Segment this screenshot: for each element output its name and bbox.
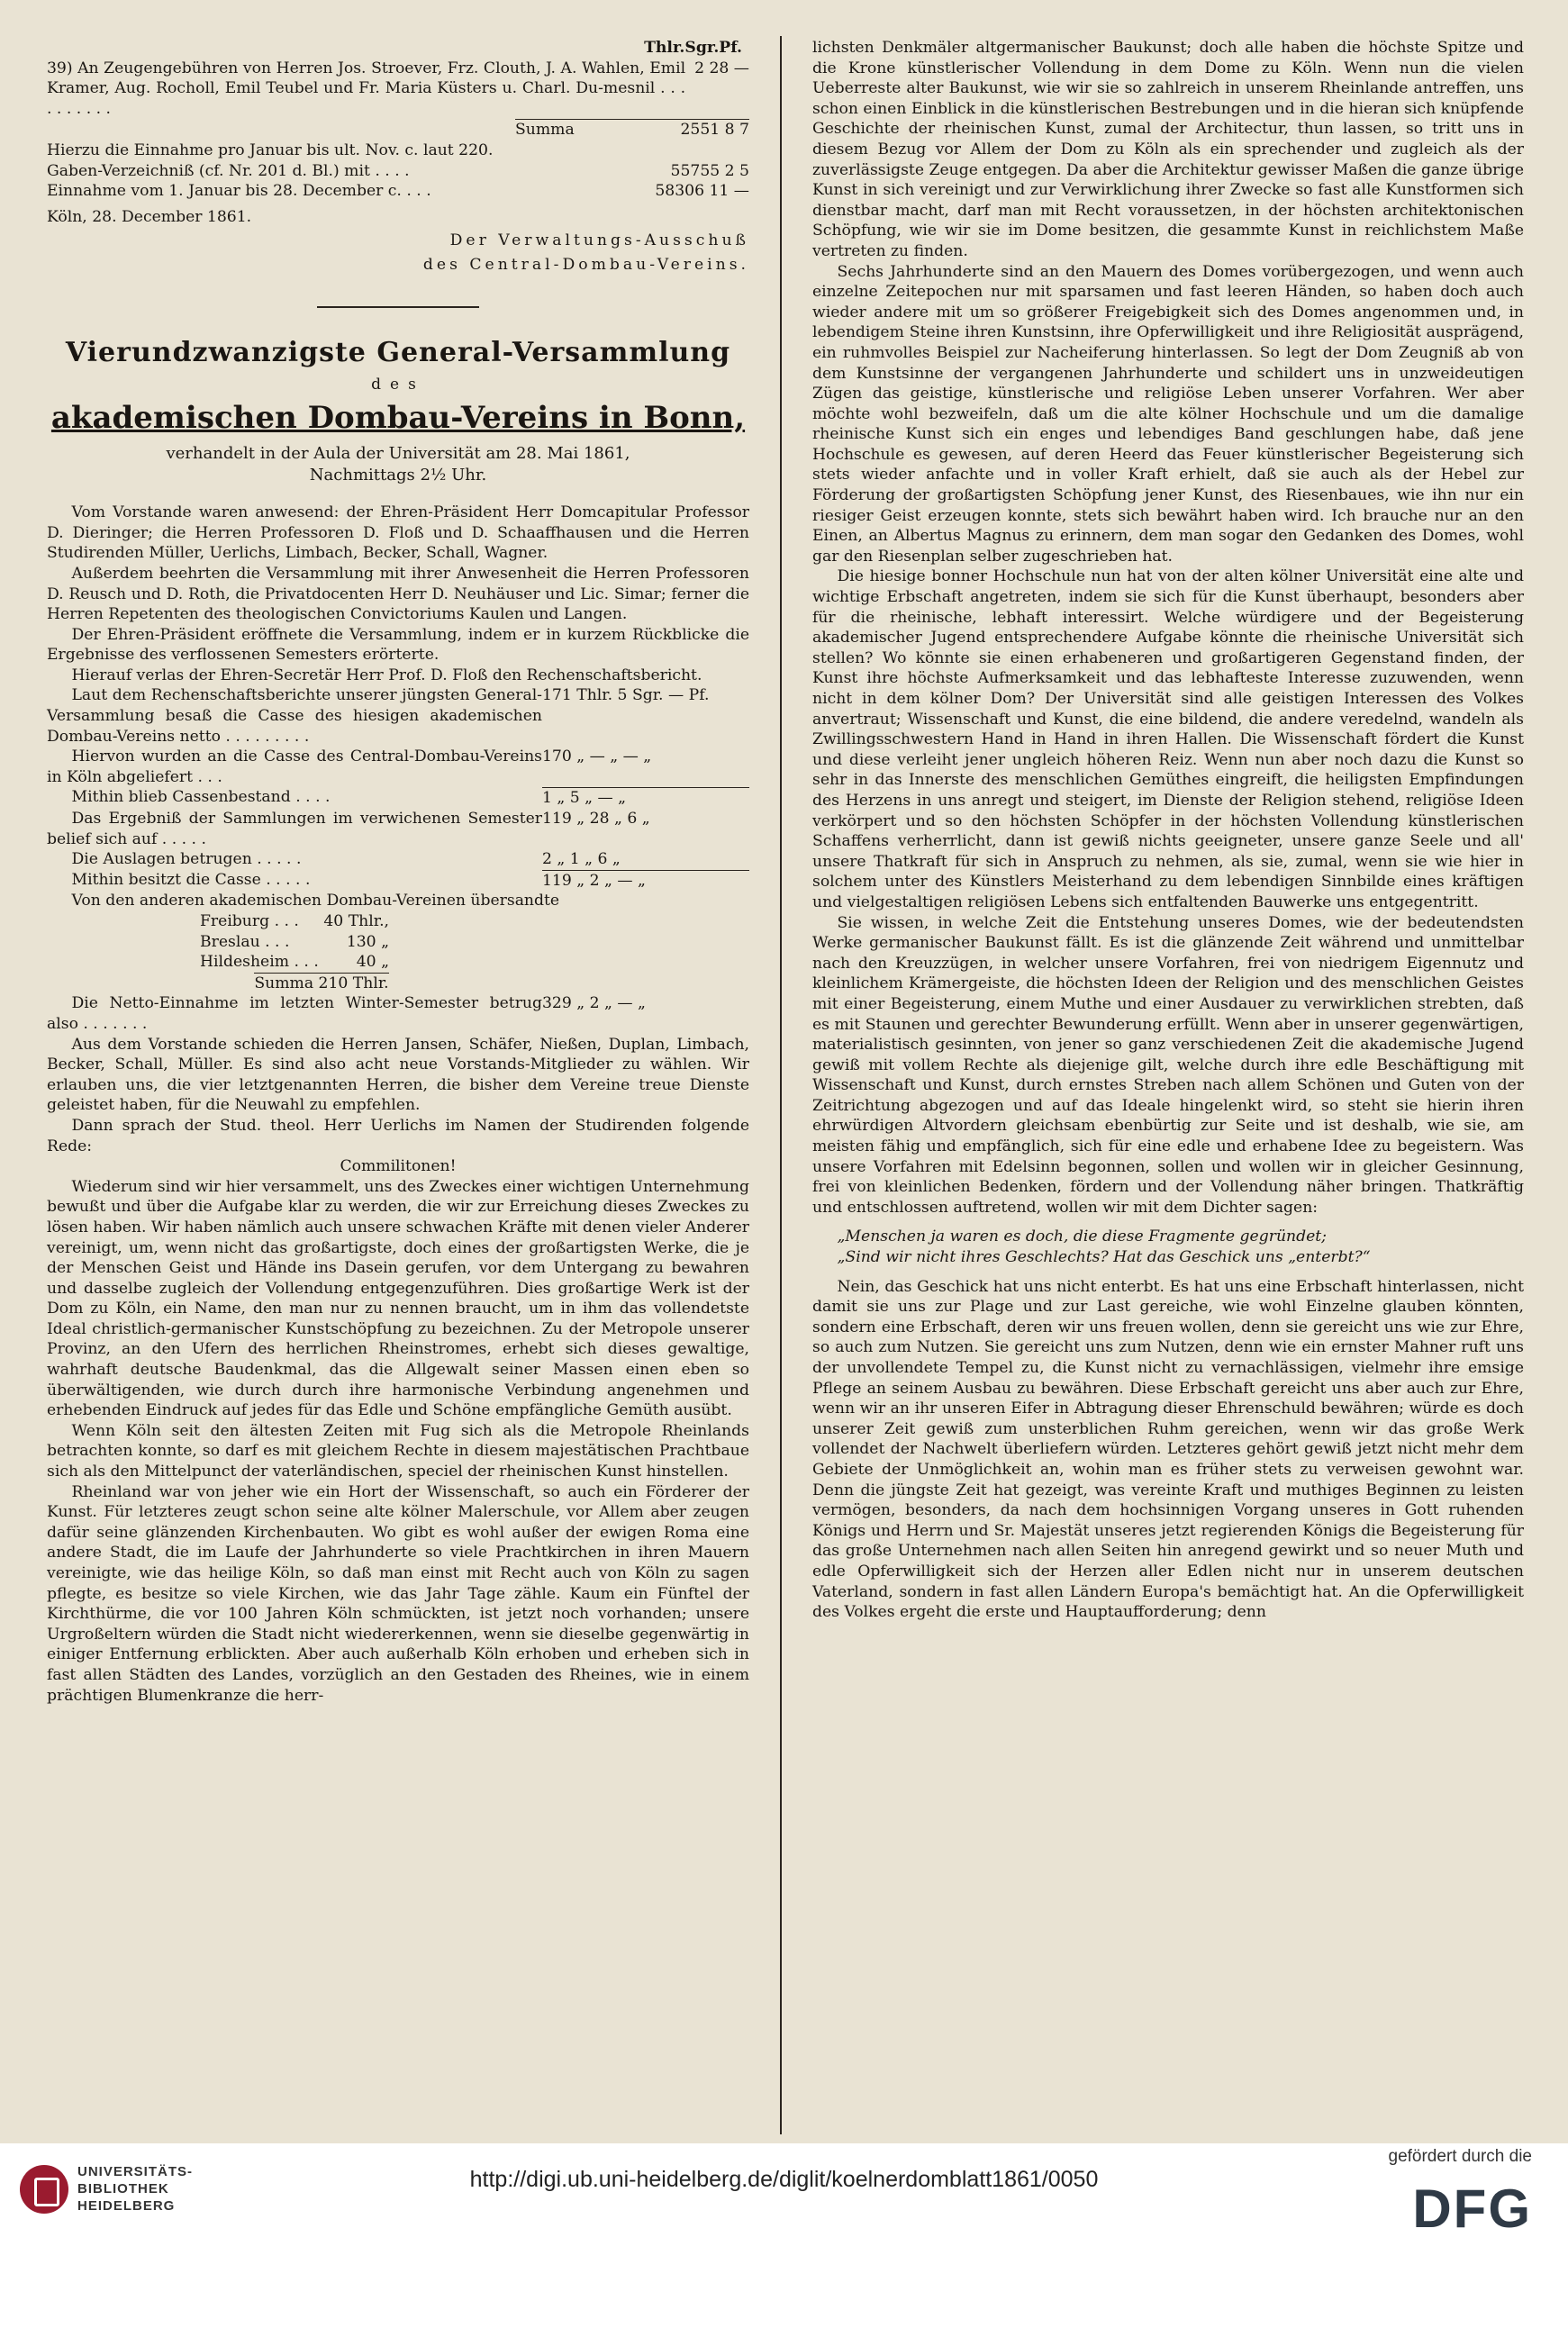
gaben-row bbox=[47, 161, 749, 182]
contribution-name: Freiburg . . . bbox=[200, 912, 299, 930]
einnahme-text: Einnahme vom 1. Januar bis 28. December c. . . . bbox=[47, 182, 431, 201]
paragraph: Nein, das Geschick hat uns nicht enterbt. Es hat uns eine Erbschaft hinterlassen, nicht damit sie uns zur Plage und zur Last gereiche, wie wohl Einzelne glauben könnten, sondern eine Erbschaft, deren wir uns freuen wollen, denn sie gereicht uns wie zur Ehre, so auch zum Nutzen. Sie gereicht uns zum Nutzen, denn wie ein ernster Mahner ruft uns der unvollendete Tempel zu, die Kunst nicht zu vernachlässigen, vielmehr ihre emsige Pflege an seinem Ausbau zu bewähren. Diese Erbschaft gereicht uns aber auch zur Ehre, wenn wir an ihr unseren Eifer in Abtragung dieser Ehrenschuld bewähren; würde es doch unserer Zeit gewiß zum unsterblichen Ruhm gereichen, wenn wir das große Werk vollendet der Nachwelt überliefern würden. Letzteres gehört gewiß jetzt nicht mehr dem Gebiete der Unmöglichkeit an, wohin man es früher stets zu verweisen gewohnt war. Denn die jüngste Zeit hat gezeigt, was vereinte Kraft und muthiges Beginnen zu leisten vermögen, besonders, da nach dem hochsinnigen Vorgang unseres in Gott ruhenden Königs und Herrn und Sr. Majestät unseres jetzt regierenden Königs die Begeisterung für das große Unternehmen nach allen Seiten hin anregend gewirkt und so neuer Muth und edle Opferwilligkeit sich der Herzen aller Edlen nicht nur in unserem deutschen Vaterland, sondern in fast allen Ländern Europa's bemächtigt hat. An die Opferwilligkeit des Volkes ergeht die erste und Hauptaufforderung; denn bbox=[812, 1277, 1524, 1622]
paragraph: Sie wissen, in welche Zeit die Entstehung unseres Domes, wie der bedeutendsten Werke germanischer Baukunst fällt. Es ist die glänzende Zeit während und unmittelbar nach den Kreuzzügen, in welcher unsere Vorfahren, frei von niedrigem Eigennutz und kleinlichem Krämergeiste, die höchsten Ideen der Religion und des menschlichen Geistes mit einer Begeisterung, einem Muthe und einer Ausdauer zu verwirklichen strebten, daß es mit Staunen und gerechter Bewunderung erfüllt. Wenn aber in unserer gegenwärtigen, materialistisch gesinnten, von jener so ganz verschiedenen Zeit die akademische Jugend gewiß mit vollem Rechte als diejenige gilt, welche durch ihre edle Beschäftigung mit Wissenschaft und Kunst, durch ernstes Streben nach allem Schönen und Guten von der Zeitrichtung abgezogen und auf das Ideale hingelenkt wird, so steht sie hierin ihren ehrwürdigen Altvordern gleichsam ebenbürtig zur Seite und ist deshalb, wie sie, am meisten fähig und empfänglich, sich für eine edle und erhabene Idee zu begeistern. Was unsere Vorfahren mit Edelsinn begonnen, sollen und wollen wir in gleicher Gesinnung, frei von kleinlichen Bedenken, fördern und der Vollendung näher bringen. Thatkräftig und entschlossen auftretend, wollen wir mit dem Dichter sagen: bbox=[812, 913, 1524, 1217]
poem-quote-line: „Menschen ja waren es doch, die diese Fragmente gegründet; bbox=[837, 1227, 1327, 1246]
contribution-row bbox=[200, 911, 389, 932]
account-item-39 bbox=[47, 59, 749, 120]
account-value: 119 „ 2 „ — „ bbox=[542, 870, 749, 892]
speech-salutation: Commilitonen! bbox=[340, 1157, 457, 1176]
contribution-list bbox=[200, 911, 389, 993]
summa-row bbox=[515, 119, 749, 140]
account-value: 2 „ 1 „ 6 „ bbox=[542, 850, 621, 869]
account-value: 329 „ 2 „ — „ bbox=[542, 994, 646, 1013]
article-subtitle-1: verhandelt in der Aula der Universität am 28. Mai 1861, bbox=[166, 444, 630, 464]
paragraph: Außerdem beehrten die Versammlung mit ihrer Anwesenheit die Herren Professoren D. Reusch und D. Roth, die Privatdocenten Herr D. Neuhäuser und Lic. Simar; ferner die Herren Repetenten des theologischen Convictoriums Kaulen und Langen. bbox=[47, 564, 749, 624]
summa-label: Summa bbox=[515, 121, 575, 140]
paragraph: Hierauf verlas der Ehren-Secretär Herr Prof. D. Floß den Rechenschaftsbericht. bbox=[71, 666, 702, 684]
dateline: Köln, 28. December 1861. bbox=[47, 207, 252, 226]
gaben-amount: 55755 2 5 bbox=[670, 161, 749, 180]
paragraph: Rheinland war von jeher wie ein Hort der Wissenschaft, so auch ein Förderer der Kunst. Für letzteres zeugt schon seine alte kölner Malerschule, vor Allem aber zeugen dafür seine glänzenden Kirchenbauten. Wo gibt es wohl außer der ewigen Roma eine andere Stadt, die im Laufe der Jahrhunderte so viele Prachtkirchen in ihren Mauern vereinigte, wie das heilige Köln, so daß man einst mit Recht auch von Köln zu sagen pflegte, es besitze so viele Kirchen, wie das Jahr Tage zähle. Kaum ein Fünftel der Kirchthürme, die vor 100 Jahren Köln schmückten, ist jetzt noch vorhanden; unsere Urgroßeltern würden die Stadt nicht wiedererkennen, wenn sie dieselbe gegenwärtig in einiger Entfernung erblickten. Aber auch außerhalb Köln erhoben und erheben sich in fast allen Städten des Landes, vorzüglich an den Gestaden des Rheines, wie in einem prächtigen Blumenkranze die herr- bbox=[47, 1482, 749, 1705]
article-title: Vierundzwanzigste General-Versammlung bbox=[65, 336, 731, 368]
account-row bbox=[47, 747, 749, 787]
account-value: 170 „ — „ — „ bbox=[542, 747, 652, 766]
paragraph: Der Ehren-Präsident eröffnete die Versammlung, indem er in kurzem Rückblicke die Ergebnisse des verflossenen Semesters erörterte. bbox=[47, 625, 749, 665]
account-label: Mithin blieb Cassenbestand . . . . bbox=[71, 788, 331, 807]
account-label: Hiervon wurden an die Casse des Central-Dombau-Vereins in Köln abgeliefert . . . bbox=[47, 747, 542, 786]
account-row bbox=[47, 993, 749, 1034]
account-item-amount: 2 28 — bbox=[694, 59, 749, 77]
paragraph: Aus dem Vorstande schieden die Herren Jansen, Schäfer, Nießen, Duplan, Limbach, Becker, Schall, Müller. Es sind also acht neue Vorstands-Mitglieder zu wählen. Wir erlauben uns, die vier letztgenannten Herren, die bisher dem Vereine treue Dienste geleistet haben, für die Neuwahl zu empfehlen. bbox=[47, 1035, 749, 1115]
paragraph: Dann sprach der Stud. theol. Herr Uerlichs im Namen der Studirenden folgende Rede: bbox=[47, 1116, 749, 1155]
account-label: Mithin besitzt die Casse . . . . . bbox=[71, 870, 311, 889]
hierzu-line: Hierzu die Einnahme pro Januar bis ult. Nov. c. laut 220. bbox=[47, 140, 494, 159]
paragraph: Vom Vorstande waren anwesend: der Ehren-Präsident Herr Domcapitular Professor D. Dieringer; die Herren Professoren D. Floß und D. Schaaffhausen und die Herren Studirenden Müller, Uerlichs, Limbach, Becker, Schall, Wagner. bbox=[47, 503, 749, 563]
contribution-value: 130 „ bbox=[346, 932, 389, 951]
poem-quote-line: „Sind wir nicht ihres Geschlechts? Hat das Geschick uns „enterbt?“ bbox=[837, 1248, 1371, 1267]
account-label: Die Auslagen betrugen . . . . . bbox=[71, 850, 302, 869]
account-row bbox=[47, 787, 749, 809]
left-column bbox=[47, 38, 749, 1706]
contribution-value: 40 Thlr., bbox=[323, 912, 389, 930]
account-item-text: 39) An Zeugengebühren von Herren Jos. Stroever, Frz. Clouth, J. A. Wahlen, Emil Kramer, Aug. Rocholl, Emil Teubel und Fr. Maria Küsters u. Charl. Du-mesnil . . . . . . . . . . bbox=[47, 59, 686, 118]
contribution-row bbox=[200, 932, 389, 953]
contribution-name: Hildesheim . . . bbox=[200, 953, 319, 972]
einnahme-amount: 58306 11 — bbox=[655, 182, 749, 201]
account-value: 119 „ 28 „ 6 „ bbox=[542, 810, 650, 829]
paragraph: Sechs Jahrhunderte sind an den Mauern des Domes vorübergezogen, und wenn auch einzelne Zeitepochen nur mit sparsamen und fast leeren Händen, so haben doch auch wieder andere mit um so größerer Freigebigkeit sich des Domes angenommen und, in lebendigem Steine ihren Kunstsinn, ihre Opferwilligkeit und ihre Religiosität ausprägend, ein ruhmvolles Beispiel zur Nacheiferung hinterlassen. So legt der Dom Zeugniß ab von dem Kunstsinne der vergangenen Jahrhunderte und schildert uns in unzweideutigen Zügen das geistige, künstlerische und religiöse Leben unserer Vorfahren. Wer aber möchte wohl bezweifeln, daß um die alte kölner Hochschule und um die damalige rheinische Kunst sich ein enges und lebendiges Band geschlungen habe, daß jene Hochschule es gewesen, auf deren Heerd das Feuer künstlerischer Begeisterung sich stets wieder anfachte und in voller Kraft erhielt, daß sie auch als der Hebel zur Förderung der großartigsten Schöpfung jener Kunst, des Riesenbaues, wie ihn nur ein riesiger Geist erzeugen konnte, stets sich bewährt haben wird. Ich brauche nur an den Einen, an Albertus Magnus zu erinnern, dem man sogar den Gedanken des Domes, wohl gar den Riesenplan selber zugeschrieben hat. bbox=[812, 262, 1524, 566]
paragraph: Wiederum sind wir hier versammelt, uns des Zweckes einer wichtigen Unternehmung bewußt und über die Aufgabe klar zu werden, die wir zur Erreichung dieses Zweckes zu lösen haben. Wir haben nämlich auch unsere schwachen Kräfte mit denen vieler Anderer vereinigt, um, wenn nicht das großartigste, doch eines der großartigsten Werke, die je der Menschen Geist und Hände ins Dasein gerufen, vor dem Untergang zu bewahren und dasselbe zugleich der Vollendung entgegenzuführen. Dies großartige Werk ist der Dom zu Köln, ein Name, den man nur zu nennen braucht, um in ihm das vollendetste Ideal christlich-germanischer Kunstschöpfung zu bezeichnen. Zu der Metropole unserer Provinz, an den Ufern des herrlichen Rheinstromes, erhebt sich dieses gewaltige, wahrhaft deutsche Baudenkmal, das die Allgewalt seiner Massen einen eben so überwältigenden, wie durch durch ihre harmonische Verbindung angenehmen und erhebenden Eindruck auf jedes für das Edle und Schöne empfängliche Gemüth ausübt. bbox=[47, 1177, 749, 1420]
account-label: Das Ergebniß der Sammlungen im verwichenen Semester belief sich auf . . . . . bbox=[47, 810, 542, 848]
contribution-summa: Summa 210 Thlr. bbox=[254, 974, 389, 992]
einnahme-row bbox=[47, 181, 749, 202]
signature-line-2: des Central-Dombau-Vereins. bbox=[422, 255, 749, 274]
right-column bbox=[812, 38, 1524, 1623]
account-value: 1 „ 5 „ — „ bbox=[542, 787, 749, 809]
account-row bbox=[47, 809, 749, 849]
article-subtitle-2: Nachmittags 2½ Uhr. bbox=[309, 466, 487, 485]
funding-note: gefördert durch die bbox=[1388, 2147, 1532, 2166]
summa-amount: 2551 8 7 bbox=[680, 121, 749, 140]
paragraph: Die hiesige bonner Hochschule nun hat von der alten kölner Universität eine alte und wichtige Erbschaft angetreten, indem sie sich für die Kunst überhaupt, besonders aber für die rheinische, lebhaft interessirt. Welche würdigere und der Begeisterung akademischer Jugend entsprechendere Aufgabe könnte die rheinische Universität sich stellen? Wo könnte sie einen erhabeneren und großartigeren Gegenstand finden, der Kunst ihre höchste Aufmerksamkeit und das lebhafteste Interesse zuzuwenden, wenn nicht in dem kölner Dom? Der Universität sind alle geistigen Interessen des Volkes anvertraut; Wissenschaft und Kunst, die eine bildend, die andere veredelnd, wandeln als Zwillingsschwestern Hand in Hand in ihren Hallen. Die Wissenschaft fördert die Kunst und diese verleiht jener ungleich höheren Reiz. Wenn nun aber noch dazu die Kunst so sehr in das Innerste des menschlichen Gemüthes eingreift, die heiligsten Empfindungen des Herzens in uns anregt und steigert, im Dienste der Religion stehend, religiöse Ideen verkörpert und so den höchsten Schöpfer in der höchsten Vollendung künstlerischen Schaffens verherrlicht, dann ist gewiß nichts geeigneter, unsere ganze Seele und all' unsere Thatkraft für sich in Anspruch zu nehmen, als sie, zumal, wenn sie wie hier in solchem unter des Künstlers Meisterhand zu dem lebendigen Sinnbilde eines kräftigen und vielgestaltigen religiösen Lebens sich entfaltenden Bauwerke uns entgegentritt. bbox=[812, 567, 1524, 911]
account-row bbox=[47, 849, 749, 870]
article-title-society: akademischen Dombau-Vereins in Bonn, bbox=[50, 400, 746, 437]
paragraph: lichsten Denkmäler altgermanischer Baukunst; doch alle haben die höchste Spitze und die Krone künstlerischer Vollendung in dem Dome zu Köln. Wenn nun die vielen Ueberreste alter Baukunst, wie wir sie so zahlreich in unserem Rheinlande antreffen, uns schon einen Einblick in die künstlerischen Bestrebungen und in die hieran sich knüpfende Geschichte der rheinischen Kunst, zumal der Architectur, thun lassen, so tritt uns in diesem Bezug vor Allem der Dom zu Köln als ein sprechender und zugleich als der zuverlässigste Zeuge entgegen. Da aber die Architektur gewisser Maßen die ganze übrige Kunst in sich vereinigt und zur Verwirklichung ihrer Zwecke so fast alle Kunstformen sich dienstbar macht, darf man mit Recht voraussetzen, in der höchsten architektonischen Schöpfung, wie wir sie im Dome besitzen, die gesammte Kunst in reichlichstem Maße vertreten zu finden. bbox=[812, 39, 1524, 260]
paragraph: Wenn Köln seit den ältesten Zeiten mit Fug sich als die Metropole Rheinlands betrachten konnte, so darf es mit gleichem Rechte in diesem majestätischen Prachtbaue sich als den Mittelpunct der vaterländischen, speciel der rheinischen Kunst hinstellen. bbox=[47, 1421, 749, 1481]
section-separator bbox=[317, 306, 479, 308]
gaben-text: Gaben-Verzeichniß (cf. Nr. 201 d. Bl.) mit . . . . bbox=[47, 161, 410, 180]
signature-line-1: Der Verwaltungs-Ausschuß bbox=[449, 231, 749, 250]
contribution-value: 40 „ bbox=[356, 953, 389, 972]
library-name: UNIVERSITÄTS- BIBLIOTHEK HEIDELBERG bbox=[77, 2164, 194, 2214]
dfg-logo[interactable]: DFG bbox=[1412, 2179, 1532, 2239]
source-url-link[interactable]: http://digi.ub.uni-heidelberg.de/diglit/koelnerdomblatt1861/0050 bbox=[469, 2167, 1099, 2192]
account-label: Die Netto-Einnahme im letzten Winter-Semester betrug also . . . . . . . bbox=[47, 994, 542, 1033]
column-divider bbox=[780, 36, 782, 2134]
contribution-row bbox=[200, 952, 389, 973]
currency-header: Thlr.Sgr.Pf. bbox=[644, 39, 742, 57]
account-row bbox=[47, 685, 749, 747]
paragraph: Von den anderen akademischen Dombau-Vereinen übersandte bbox=[71, 892, 560, 910]
account-value: 171 Thlr. 5 Sgr. — Pf. bbox=[542, 686, 710, 705]
account-row bbox=[47, 870, 749, 892]
account-label: Laut dem Rechenschaftsberichte unserer jüngsten General-Versammlung besaß die Casse des hiesigen akademischen Dombau-Vereins netto . . . . . . . . . bbox=[47, 686, 542, 746]
article-title-connector: des bbox=[371, 375, 425, 394]
contribution-name: Breslau . . . bbox=[200, 932, 290, 951]
